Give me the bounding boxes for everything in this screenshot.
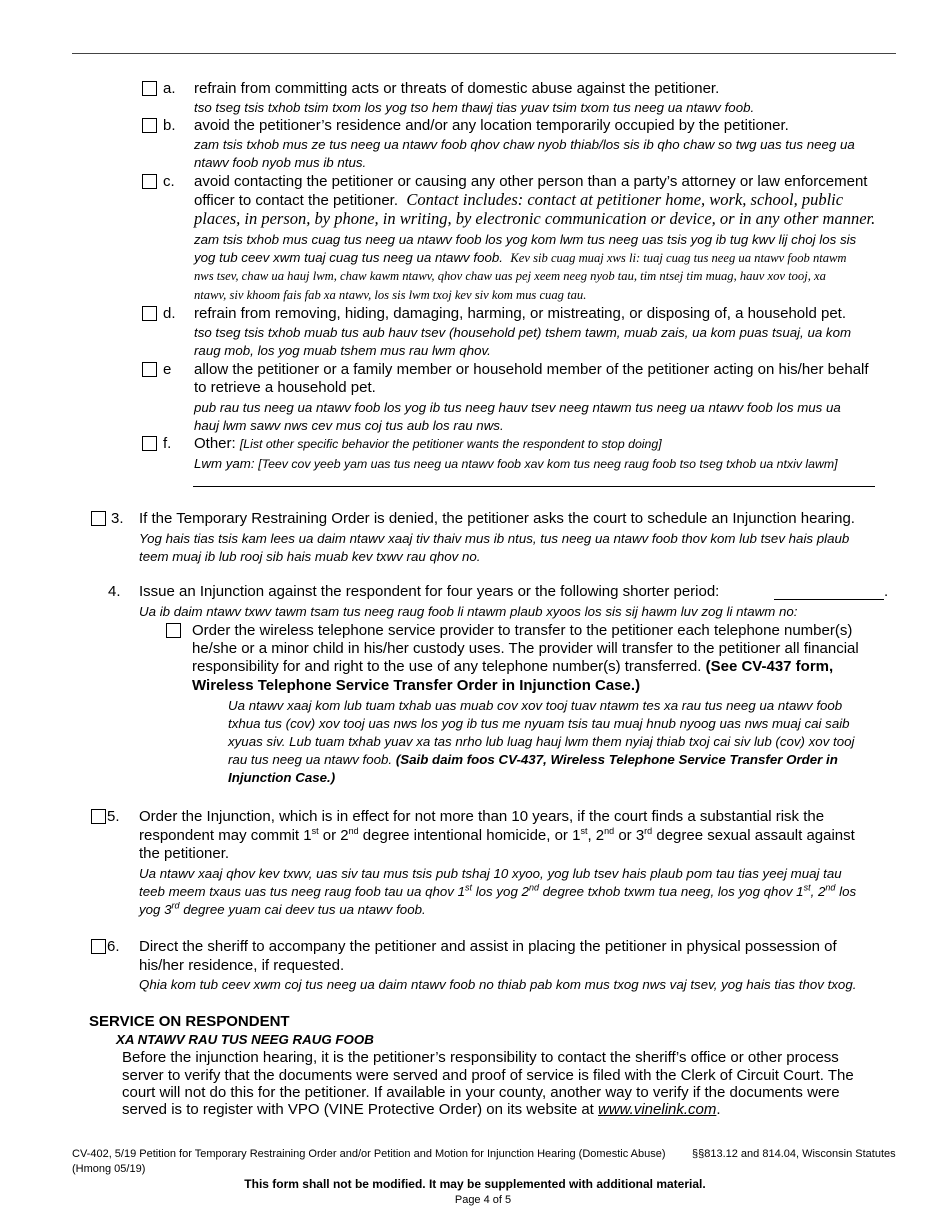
item-5-text-2 [139,827,855,845]
service-heading: SERVICE ON RESPONDENT [89,1013,290,1030]
sup-st: st [580,826,588,836]
item-f-label: Other: [194,435,236,452]
item-d-letter: d. [163,305,176,322]
item-5-hmong-3a: yog 3 [139,902,172,917]
sup-st: st [465,882,473,893]
item-b-hmong-1: zam tsis txhob mus ze tus neeg ua ntawv foob qhov chaw nyob thiab/los sis ib qho chaw so twg uas tus neeg ua [194,137,855,152]
item-6-hmong: Qhia kom tub ceev xwm coj tus neeg ua daim ntawv foob no thiab pab kom mus txog nws vaj tsev, yog hais tias thov txog. [139,977,857,992]
item-4-sub-text-3 [192,658,833,676]
checkbox-d[interactable] [142,306,157,321]
service-text-4-end: . [716,1101,721,1118]
item-4-text: Issue an Injunction against the respondent for four years or the following shorter period: [139,583,720,600]
item-5-text-2d: , 2 [587,827,605,844]
item-5-hmong-2e: los [835,884,857,899]
checkbox-5[interactable] [91,809,106,824]
item-5-text-2a: respondent may commit 1 [139,827,312,844]
item-b-letter: b. [163,117,176,134]
item-e-hmong-2: hauj lwm sawv nws cev mus coj tus aub los rau nws. [194,418,504,433]
sup-nd: nd [348,826,359,836]
item-5-hmong-2a: teeb meem txaus uas tus neeg raug foob tau ua qhov 1 [139,884,465,899]
item-4-sub-text-3a: responsibility for and right to the use of any telephone number(s) transferred. [192,658,702,675]
item-f-fill-line[interactable] [193,486,875,487]
footer-notice: This form shall not be modified. It may be supplemented with additional material. [244,1177,706,1191]
item-c-text-2a: officer to contact the petitioner. [194,192,399,209]
footer-form: CV-402, 5/19 Petition for Temporary Restraining Order and/or Petition and Motion for Injunction Hearing (Domestic Abuse) [72,1148,666,1160]
item-4-sub-hmong-5: Injunction Case.) [228,770,336,785]
service-text-2: server to verify that the documents were served and proof of service is filed with the Clerk of Circuit Court. The [122,1067,854,1084]
item-5-hmong-2 [139,883,856,901]
sup-nd: nd [528,882,539,893]
item-4-sub-hmong-4a: rau tus neeg ua ntawv foob. [228,752,393,767]
item-4-sub-hmong-2: txhua tus (cov) xov tooj uas nws los yog ib tus me nyuam tsis tau muaj hnub nyoog uas nws muaj cai saib [228,716,850,731]
service-text-1: Before the injunction hearing, it is the petitioner’s responsibility to contact the sheriff’s office or other process [122,1049,839,1066]
item-c-hmong-note: Kev sib cuag muaj xws li: tuaj cuag tus neeg ua ntawv foob ntawm [510,251,847,265]
item-4-sub-text-2: he/she or a minor child in his/her custody uses. The provider will transfer to the petitioner all financial [192,640,859,657]
item-4-cv437-ref: (See CV-437 form, [705,658,834,675]
service-hmong-heading: XA NTAWV RAU TUS NEEG RAUG FOOB [116,1032,374,1047]
item-d-hmong-2: raug mob, los yog muab tshem mus rau lwm qhov. [194,343,491,358]
item-5-text-2e: or 3 [614,827,645,844]
service-text-4a: served is to register with VPO (VINE Protective Order) on its website at [122,1101,594,1118]
checkbox-3[interactable] [91,511,106,526]
item-5-text-2b: or 2 [318,827,349,844]
item-6-num: 6. [107,938,120,955]
vinelink-link[interactable]: www.vinelink.com [598,1101,717,1118]
item-5-text-2c: degree intentional homicide, or 1 [358,827,581,844]
item-f-text [194,435,662,453]
checkbox-6[interactable] [91,939,106,954]
item-e-text-2: to retrieve a household pet. [194,379,376,396]
checkbox-a[interactable] [142,81,157,96]
item-5-hmong-2d: , 2 [810,884,826,899]
item-c-contact-note: Contact includes: contact at petitioner home, work, school, public [406,190,844,209]
item-4-cv437-title: Wireless Telephone Service Transfer Order in Injunction Case.) [192,677,641,694]
item-6-text-1: Direct the sheriff to accompany the petitioner and assist in placing the petitioner in physical possession of [139,938,837,955]
checkbox-b[interactable] [142,118,157,133]
item-4-hmong: Ua ib daim ntawv txwv tawm tsam tus neeg raug foob li ntawm plaub xyoos los sis sij hawm luv zog li ntawm no: [139,604,798,619]
item-c-text-2 [194,191,843,210]
item-d-hmong-1: tso tseg tsis txhob muab tus aub hauv tsev (household pet) tshem tawm, muab zais, ua kom puas tsuaj, ua kom [194,325,852,340]
checkbox-f[interactable] [142,436,157,451]
item-c-hmong-1: zam tsis txhob mus cuag tus neeg ua ntawv foob los yog kom lwm tus neeg uas tsis yog ib tug kwv lij choj los sis [194,232,857,247]
item-f-note: [List other specific behavior the petitioner wants the respondent to stop doing] [239,437,662,451]
item-c-text-1: avoid contacting the petitioner or causing any other person than a party’s attorney or law enforcement [194,173,868,190]
item-6-text-2: his/her residence, if requested. [139,957,345,974]
sup-st: st [803,882,811,893]
item-d-text: refrain from removing, hiding, damaging, harming, or mistreating, or disposing of, a household pet. [194,305,847,322]
item-c-hmong-2 [194,249,847,268]
item-5-hmong-1: Ua ntawv xaaj qhov kev txwv, uas siv tau mus tsis pub tshaj 10 xyoo, yog lub tsev hais plaub pom tau tias yeej muaj tau [139,866,842,881]
item-4-sub-text-1: Order the wireless telephone service provider to transfer to the petitioner each telephone number(s) [192,622,853,639]
item-c-letter: c. [163,173,175,190]
item-f-hmong [194,455,838,474]
item-3-num: 3. [111,510,124,527]
item-c-hmong-4: ntawv, siv khoom fais fab xa ntawv, los sis lwm txoj kev siv kom mus cuag tau. [194,288,587,302]
service-text-3: court will not do this for the petitioner. If available in your county, another way to verify if the documents were [122,1084,840,1101]
item-f-hmong-label: Lwm yam: [194,456,255,471]
item-b-text: avoid the petitioner’s residence and/or any location temporarily occupied by the petitioner. [194,117,789,134]
item-4-period-line[interactable] [774,599,884,600]
item-5-num: 5. [107,808,120,825]
checkbox-e[interactable] [142,362,157,377]
item-5-hmong-3 [139,901,426,919]
item-5-hmong-2b: los yog 2 [472,884,529,899]
page-number: Page 4 of 5 [454,1194,512,1206]
item-e-hmong-1: pub rau tus neeg ua ntawv foob los yog ib tus neeg hauv tsev neeg ntawm tus neeg ua ntawv foob los mus ua [194,400,841,415]
item-4-period-end: . [884,583,889,600]
sup-nd: nd [604,826,615,836]
sup-st: st [311,826,319,836]
sup-rd: rd [171,900,180,911]
item-5-text-3: the petitioner. [139,845,230,862]
item-c-contact-note-2: places, in person, by phone, in writing, by electronic communication or device, or in any other manner. [194,209,876,228]
item-4-hmong-cv437-ref: (Saib daim foos CV-437, Wireless Telephone Service Transfer Order in [395,752,838,767]
item-a-letter: a. [163,80,176,97]
item-f-letter: f. [163,435,172,452]
item-5-hmong-2c: degree txhob txwm tua neeg, los yog qhov 1 [538,884,804,899]
item-4-num: 4. [108,583,121,600]
item-5-text-1: Order the Injunction, which is in effect for not more than 10 years, if the court finds a substantial risk the [139,808,825,825]
item-e-letter: e [163,361,172,378]
item-3-text: If the Temporary Restraining Order is denied, the petitioner asks the court to schedule an Injunction hearing. [139,510,855,527]
item-e-text-1: allow the petitioner or a family member or household member of the petitioner acting on his/her behalf [194,361,869,378]
item-3-hmong-2: teem muaj ib lub rooj sib hais muab kev txwv rau qhov no. [139,549,481,564]
item-3-hmong-1: Yog hais tias tsis kam lees ua daim ntawv xaaj tiv thaiv mus ib ntus, tus neeg ua ntawv foob thov kom lub tsev hais plaub [139,531,850,546]
item-c-hmong-2a: yog tub ceev xwm tuaj cuag tus neeg ua ntawv foob. [194,250,503,265]
item-b-hmong-2: ntawv foob nyob mus ib ntus. [194,155,367,170]
header-rule [72,53,896,54]
sup-nd: nd [825,882,836,893]
item-4-sub-hmong-1: Ua ntawv xaaj kom lub tuam txhab uas muab cov xov tooj tuav ntawm tes xa rau tus neeg ua ntawv foob [228,698,843,713]
checkbox-4-wireless[interactable] [166,623,181,638]
sup-rd: rd [644,826,653,836]
footer-hmong-version: (Hmong 05/19) [72,1163,146,1175]
item-4-sub-hmong-3: xyuas siv. Lub tuam txhab yuav xa tas nrho lub luag hauj lwm them nyiaj thiab txoj cai siv lub (cov) xov tooj [228,734,855,749]
item-a-text: refrain from committing acts or threats of domestic abuse against the petitioner. [194,80,720,97]
item-5-hmong-3b: degree yuam cai deev tus ua ntawv foob. [179,902,426,917]
item-a-hmong: tso tseg tsis txhob tsim txom los yog tso hem thawj tias yuav tsim txom tus neeg ua ntawv foob. [194,100,755,115]
item-5-text-2f: degree sexual assault against [652,827,855,844]
item-c-hmong-3: nws tsev, chaw ua hauj lwm, chaw kawm ntawv, qhov chaw uas pej xeem neeg nyob tau, tim ntsej tim muag, hauv xov tooj, xa [194,269,826,283]
item-4-sub-hmong-4 [228,751,838,769]
footer-statutes: §§813.12 and 814.04, Wisconsin Statutes [692,1148,896,1160]
service-text-4 [122,1101,721,1119]
checkbox-c[interactable] [142,174,157,189]
item-f-hmong-note: [Teev cov yeeb yam uas tus neeg ua ntawv foob xav kom tus neeg raug foob tso tseg txhob ua ntxiv lawm] [258,457,838,471]
